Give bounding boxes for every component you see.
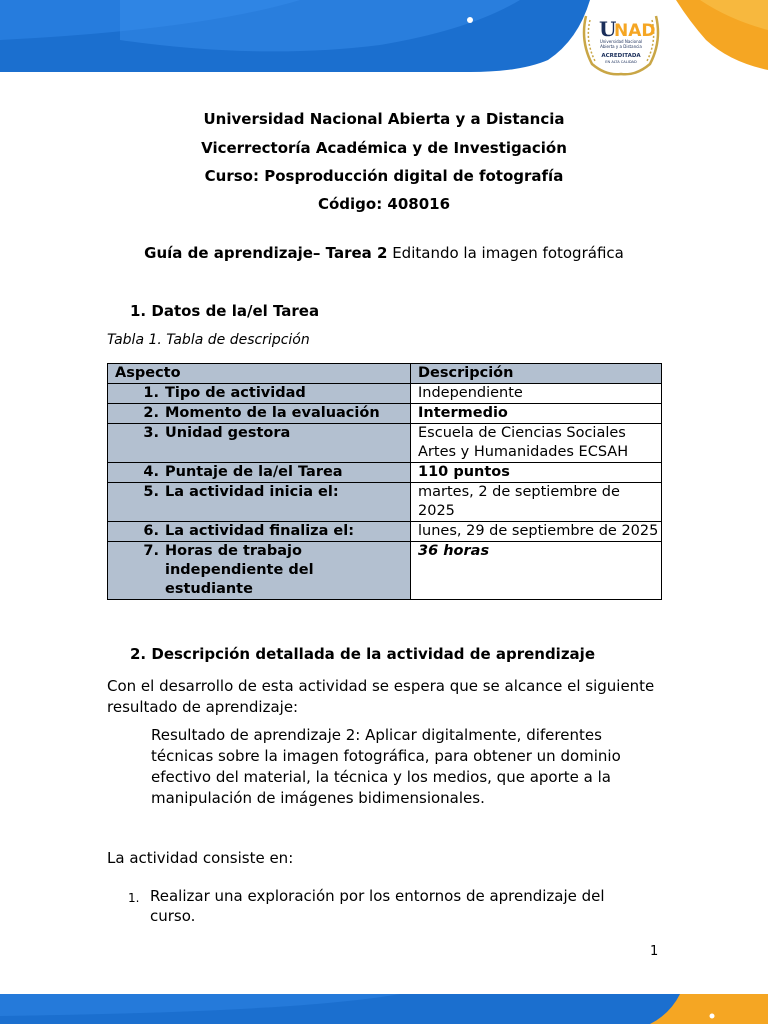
row-aspect: La actividad inicia el: [165, 484, 339, 500]
svg-text:Abierta y a Distancia: Abierta y a Distancia [600, 44, 642, 49]
row-value: 110 puntos [411, 463, 662, 483]
table-row [108, 483, 662, 522]
row-value: Intermedio [411, 404, 662, 424]
list-item [128, 886, 630, 926]
row-aspect: Momento de la evaluación [165, 405, 380, 421]
activity-intro: La actividad consiste en: [107, 849, 294, 867]
row-aspect: Horas de trabajo independiente del estudiante [165, 543, 314, 597]
row-number: 1. [143, 385, 159, 401]
course-code: Código: 408016 [317, 195, 451, 213]
row-value: Escuela de Ciencias Sociales Artes y Humanidades ECSAH [411, 424, 662, 463]
row-aspect: Unidad gestora [165, 425, 291, 441]
row-number: 2. [143, 405, 159, 421]
row-value: lunes, 29 de septiembre de 2025 [411, 522, 662, 542]
table-row [108, 542, 662, 600]
table-row [108, 404, 662, 424]
svg-text:NAD: NAD [614, 21, 656, 41]
footer-banner [0, 994, 768, 1024]
section-2-title: Descripción detallada de la actividad de aprendizaje [151, 645, 595, 663]
row-value: Independiente [411, 384, 662, 404]
table-row [108, 424, 662, 463]
section-1-number: 1. [130, 302, 147, 320]
intro-paragraph: Con el desarrollo de esta actividad se espera que se alcance el siguiente resultado de aprendizaje: [107, 677, 655, 716]
guide-title-bold: Guía de aprendizaje– Tarea 2 [144, 244, 388, 262]
table-caption: Tabla 1. Tabla de descripción [107, 332, 310, 348]
guide-title [0, 244, 768, 262]
row-value: martes, 2 de septiembre de 2025 [411, 483, 662, 522]
svg-text:Universidad Nacional: Universidad Nacional [599, 39, 643, 44]
table-header-row [108, 364, 662, 384]
row-aspect: Puntaje de la/el Tarea [165, 464, 343, 480]
table-row [108, 463, 662, 483]
course-title: Curso: Posproducción digital de fotografía [204, 167, 564, 185]
table-row [108, 384, 662, 404]
section-2-heading [130, 645, 595, 663]
row-number: 3. [143, 425, 159, 441]
list-item-number: 1. [128, 891, 140, 905]
guide-title-rest: Editando la imagen fotográfica [387, 244, 624, 262]
page-number: 1 [650, 944, 659, 959]
vice-rectory-title: Vicerrectoría Académica y de Investigación [201, 139, 567, 157]
section-1-heading [130, 302, 319, 320]
svg-text:ACREDITADA: ACREDITADA [601, 53, 641, 59]
svg-text:U: U [599, 17, 617, 41]
section-1-title: Datos de la/el Tarea [151, 302, 320, 320]
learning-result: Resultado de aprendizaje 2: Aplicar digitalmente, diferentes técnicas sobre la imagen fotográfica, para obtener un dominio efectivo del material, la técnica y los medios, que aporte a la manipulación de imágenes bidimensionales. [151, 726, 621, 807]
header-aspect: Aspecto [108, 364, 411, 384]
row-value: 36 horas [411, 542, 662, 600]
row-number: 6. [143, 523, 159, 539]
description-table [107, 363, 662, 600]
section-2-number: 2. [130, 645, 147, 663]
row-aspect: La actividad finaliza el: [165, 523, 355, 539]
unad-logo [578, 6, 664, 76]
university-title: Universidad Nacional Abierta y a Distancia [203, 110, 565, 128]
row-number: 4. [143, 464, 159, 480]
header-description: Descripción [411, 364, 662, 384]
row-number: 5. [143, 484, 159, 500]
row-number: 7. [143, 543, 159, 559]
list-item-text: Realizar una exploración por los entornos de aprendizaje del curso. [150, 887, 605, 925]
table-row [108, 522, 662, 542]
row-aspect: Tipo de actividad [165, 385, 306, 401]
svg-text:EN ALTA CALIDAD: EN ALTA CALIDAD [605, 60, 637, 64]
